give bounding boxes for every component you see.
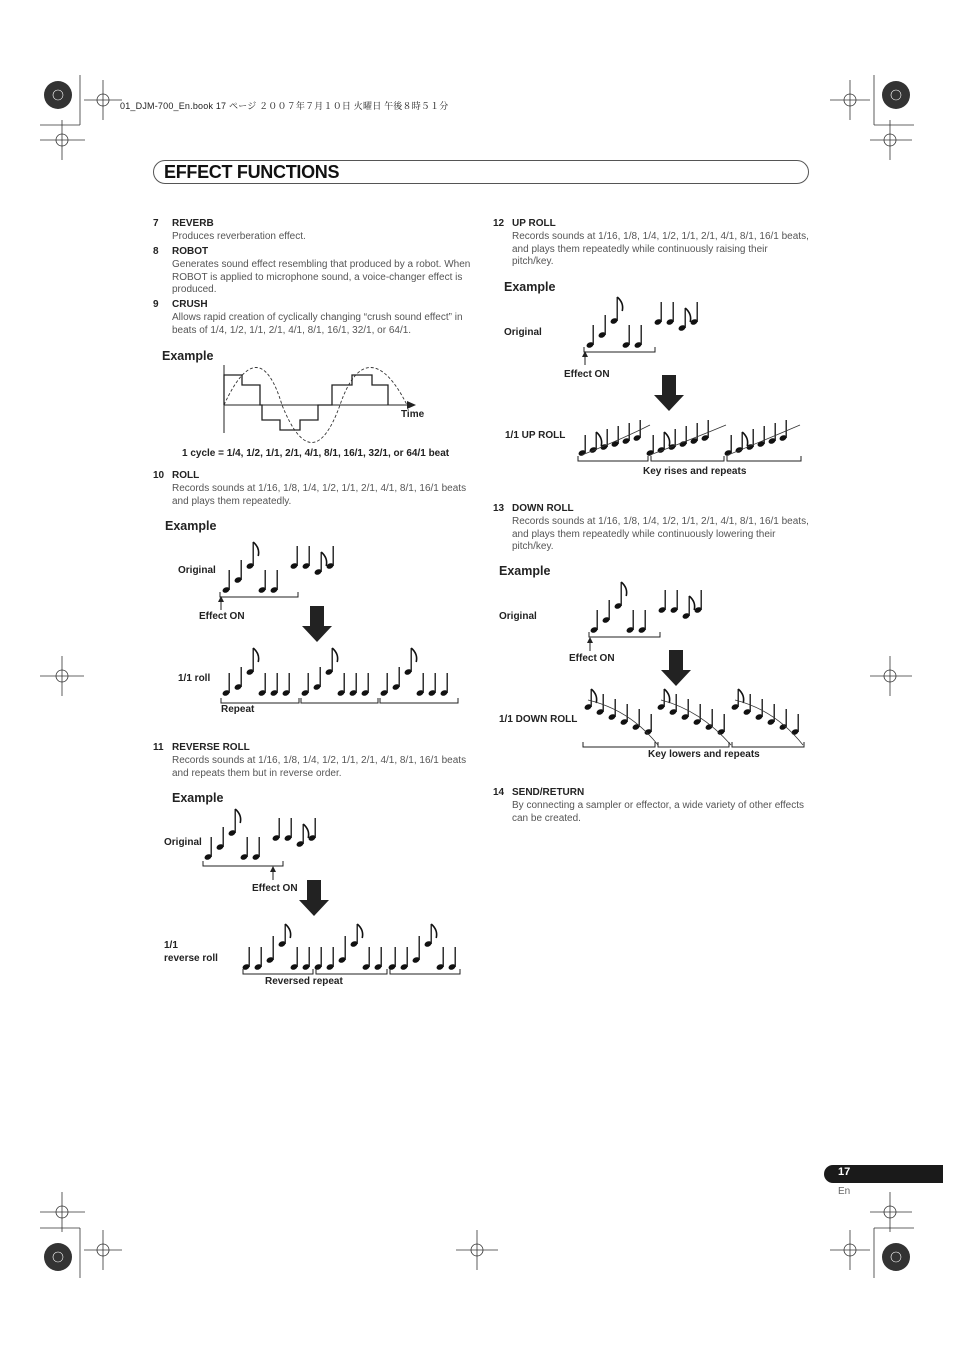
result-label: 1/1 roll [178,673,211,684]
reverb-desc: Produces reverberation effect. [172,231,306,242]
result-label: 1/1 UP ROLL [505,430,566,441]
page-number: 17 [838,1166,851,1178]
caption-label: Key lowers and repeats [648,749,760,760]
file-header: 01_DJM-700_En.book 17 ページ ２００７年７月１０日 火曜日 午後８時５１分 [120,101,449,111]
item-number: 7 [153,218,159,229]
caption-label: Key rises and repeats [643,466,747,477]
crush-desc: Allows rapid creation of cyclically changing “crush sound effect” in beats of 1/4, 1/2, 1/1, 2/1, 4/1, 8/1, 16/1, 32/1, or 64/1. [172,312,463,336]
caption-label: Repeat [221,704,255,715]
up-roll-title: UP ROLL [512,218,556,229]
example-heading: Example [504,280,556,294]
reverse-roll-desc: Records sounds at 1/16, 1/8, 1/4, 1/2, 1/1, 2/1, 4/1, 8/1, 16/1 beats and repeats them but in reverse order. [172,755,467,779]
down-roll-title: DOWN ROLL [512,503,574,514]
result-label: 1/1 DOWN ROLL [499,714,578,725]
original-label: Original [504,327,542,338]
effect-on-label: Effect ON [252,883,298,894]
item-number: 9 [153,299,159,310]
caption-label: Reversed repeat [265,976,343,987]
send-return-title: SEND/RETURN [512,787,585,798]
effect-on-label: Effect ON [569,653,615,664]
item-number: 13 [493,503,505,514]
robot-desc: Generates sound effect resembling that produced by a robot. When ROBOT is applied to microphone sound, a voice-changer effect is produced. [172,259,471,296]
up-roll-desc: Records sounds at 1/16, 1/8, 1/4, 1/2, 1/1, 2/1, 4/1, 8/1, 16/1 beats, and plays them repeatedly while continuously raising their pitch/key. [512,231,809,268]
effect-on-label: Effect ON [564,369,610,380]
item-number: 10 [153,470,165,481]
cycle-caption: 1 cycle = 1/4, 1/2, 1/1, 2/1, 4/1, 8/1, 16/1, 32/1, or 64/1 beat [182,448,450,459]
item-number: 8 [153,246,159,257]
reverb-title: REVERB [172,218,214,229]
item-number: 12 [493,218,505,229]
example-heading: Example [162,349,214,363]
item-number: 14 [493,787,505,798]
crush-waveform-diagram [222,365,425,435]
item-number: 11 [153,742,164,753]
example-heading: Example [165,519,217,533]
example-heading: Example [499,564,551,578]
page-title: EFFECT FUNCTIONS [164,162,340,182]
reverse-roll-title: REVERSE ROLL [172,742,250,753]
result-label: 1/1 [164,940,178,951]
robot-title: ROBOT [172,246,209,257]
roll-desc: Records sounds at 1/16, 1/8, 1/4, 1/2, 1/1, 2/1, 4/1, 8/1, 16/1 beats and plays them repeatedly. [172,483,467,507]
effect-on-label: Effect ON [199,611,245,622]
send-return-desc: By connecting a sampler or effector, a wide variety of other effects can be created. [512,800,805,824]
down-roll-desc: Records sounds at 1/16, 1/8, 1/4, 1/2, 1/1, 2/1, 4/1, 8/1, 16/1 beats, and plays them repeatedly while continuously lowering their pitch/key. [512,516,809,553]
crush-title: CRUSH [172,299,208,310]
page-language: En [838,1186,851,1197]
original-label: Original [178,565,216,576]
result-label-line2: reverse roll [164,953,218,964]
original-label: Original [164,837,202,848]
roll-title: ROLL [172,470,200,481]
example-heading: Example [172,791,224,805]
original-label: Original [499,611,537,622]
time-label: Time [401,409,425,420]
